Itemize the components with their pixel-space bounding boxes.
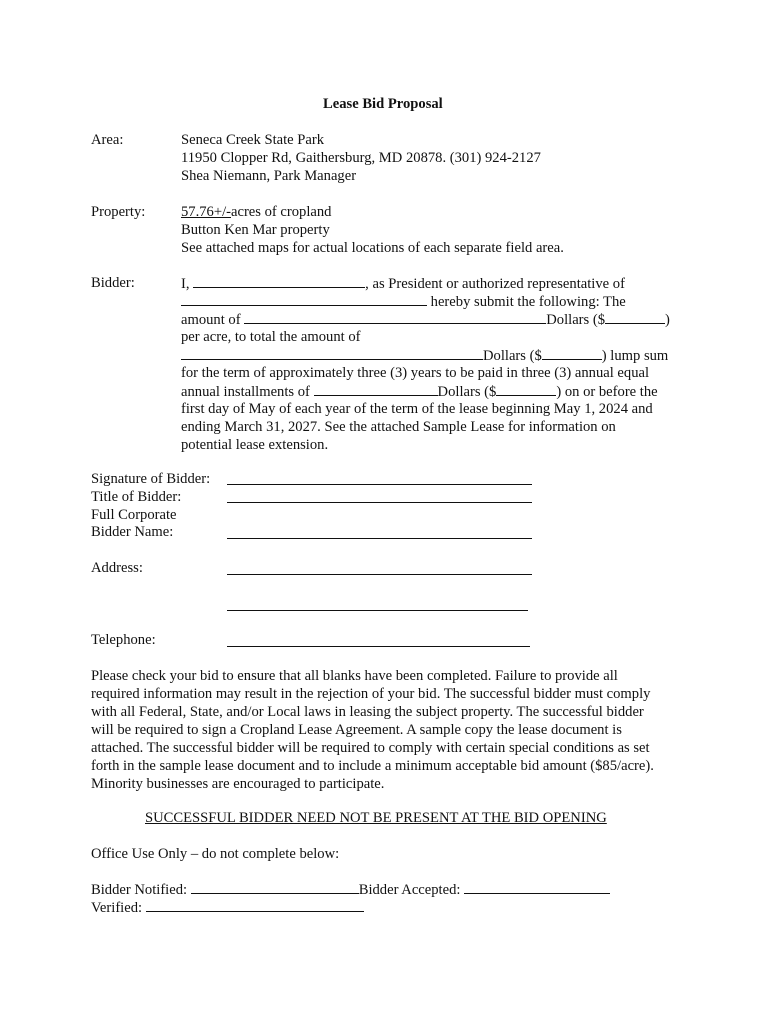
bidder-line-5 (181, 346, 668, 365)
installments-text: annual installments of (181, 384, 310, 400)
lump-sum-text: ) lump sum (601, 348, 669, 364)
area-manager: Shea Niemann, Park Manager (181, 168, 357, 184)
bidder-line-9: ending March 31, 2027. See the attached Sample Lease for information on (181, 419, 616, 435)
property-label: Property: (91, 204, 146, 220)
bid-opening-heading: SUCCESSFUL BIDDER NEED NOT BE PRESENT AT THE BID OPENING (145, 810, 607, 826)
notice-line-1: Please check your bid to ensure that all blanks have been completed. Failure to provide all (91, 668, 618, 684)
bidder-accepted-label: Bidder Accepted: (358, 882, 461, 898)
property-maps-note: See attached maps for actual locations of each separate field area. (181, 240, 564, 256)
signature-label: Signature of Bidder: (91, 471, 211, 487)
installment-words-blank[interactable] (314, 382, 438, 396)
bidder-line-1 (181, 274, 625, 293)
bidder-company-blank[interactable] (181, 292, 427, 306)
area-park-name: Seneca Creek State Park (181, 132, 325, 148)
on-or-before-text: ) on or before the (556, 384, 658, 400)
amount-words-blank[interactable] (244, 310, 546, 324)
area-address: 11950 Clopper Rd, Gaithersburg, MD 20878. (301) 924-2127 (181, 150, 541, 166)
amount-per-acre-blank[interactable] (605, 310, 665, 324)
property-acres-line (181, 203, 331, 221)
total-amount-blank[interactable] (542, 346, 602, 360)
telephone-line[interactable] (227, 646, 530, 647)
telephone-label: Telephone: (91, 632, 156, 648)
bidder-submit-text: hereby submit the following: The (430, 294, 626, 310)
bidder-line-3 (181, 310, 670, 329)
notice-line-3: with all Federal, State, and/or Local laws in leasing the subject property. The successful bidder (91, 704, 644, 720)
verified-row (91, 898, 364, 917)
bidder-line-7 (181, 382, 658, 401)
corporate-label: Full Corporate (91, 507, 177, 523)
signature-line[interactable] (227, 484, 532, 485)
bidder-notified-row (91, 880, 610, 899)
total-words-blank[interactable] (181, 346, 483, 360)
property-acres: 57.76+/- (181, 204, 231, 220)
notice-line-4: will be required to sign a Cropland Lease Agreement. A sample copy the lease document is (91, 722, 622, 738)
bidder-notified-label: Bidder Notified: (91, 882, 188, 898)
bidder-label: Bidder: (91, 275, 135, 291)
page-title: Lease Bid Proposal (323, 96, 443, 112)
title-label: Title of Bidder: (91, 489, 182, 505)
address-label: Address: (91, 560, 143, 576)
office-use-label: Office Use Only – do not complete below: (91, 846, 340, 862)
address-line-2[interactable] (227, 610, 528, 611)
title-line[interactable] (227, 502, 532, 503)
bidder-line-4: per acre, to total the amount of (181, 329, 361, 345)
paren-close: ) (665, 312, 670, 328)
bidder-notified-blank[interactable] (191, 880, 359, 894)
bidder-name-label: Bidder Name: (91, 524, 174, 540)
installment-amount-blank[interactable] (496, 382, 556, 396)
notice-line-2: required information may result in the rejection of your bid. The successful bidder must comply (91, 686, 651, 702)
bidder-accepted-blank[interactable] (464, 880, 610, 894)
verified-label: Verified: (91, 900, 143, 916)
amount-text: amount of (181, 312, 241, 328)
property-name: Button Ken Mar property (181, 222, 330, 238)
dollars-text-3: Dollars ($ (437, 384, 497, 400)
bidder-line-6: for the term of approximately three (3) years to be paid in three (3) annual equal (181, 365, 650, 381)
dollars-text: Dollars ($ (546, 312, 606, 328)
bidder-line-8: first day of May of each year of the term of the lease beginning May 1, 2024 and (181, 401, 653, 417)
notice-line-7: Minority businesses are encouraged to participate. (91, 776, 385, 792)
bidder-rep-text: , as President or authorized representative of (365, 276, 625, 292)
notice-line-5: attached. The successful bidder will be required to comply with certain special conditions as set (91, 740, 650, 756)
address-line-1[interactable] (227, 574, 532, 575)
corporate-name-line[interactable] (227, 538, 532, 539)
verified-blank[interactable] (146, 898, 364, 912)
bidder-name-blank[interactable] (193, 274, 365, 288)
area-label: Area: (91, 132, 124, 148)
bidder-line-2 (181, 292, 626, 311)
dollars-text-2: Dollars ($ (483, 348, 542, 364)
property-acres-suffix: acres of cropland (230, 204, 332, 220)
bidder-i: I, (181, 276, 190, 292)
notice-line-6: forth in the sample lease document and to include a minimum acceptable bid amount ($85/acre). (91, 758, 654, 774)
bidder-line-10: potential lease extension. (181, 437, 329, 453)
